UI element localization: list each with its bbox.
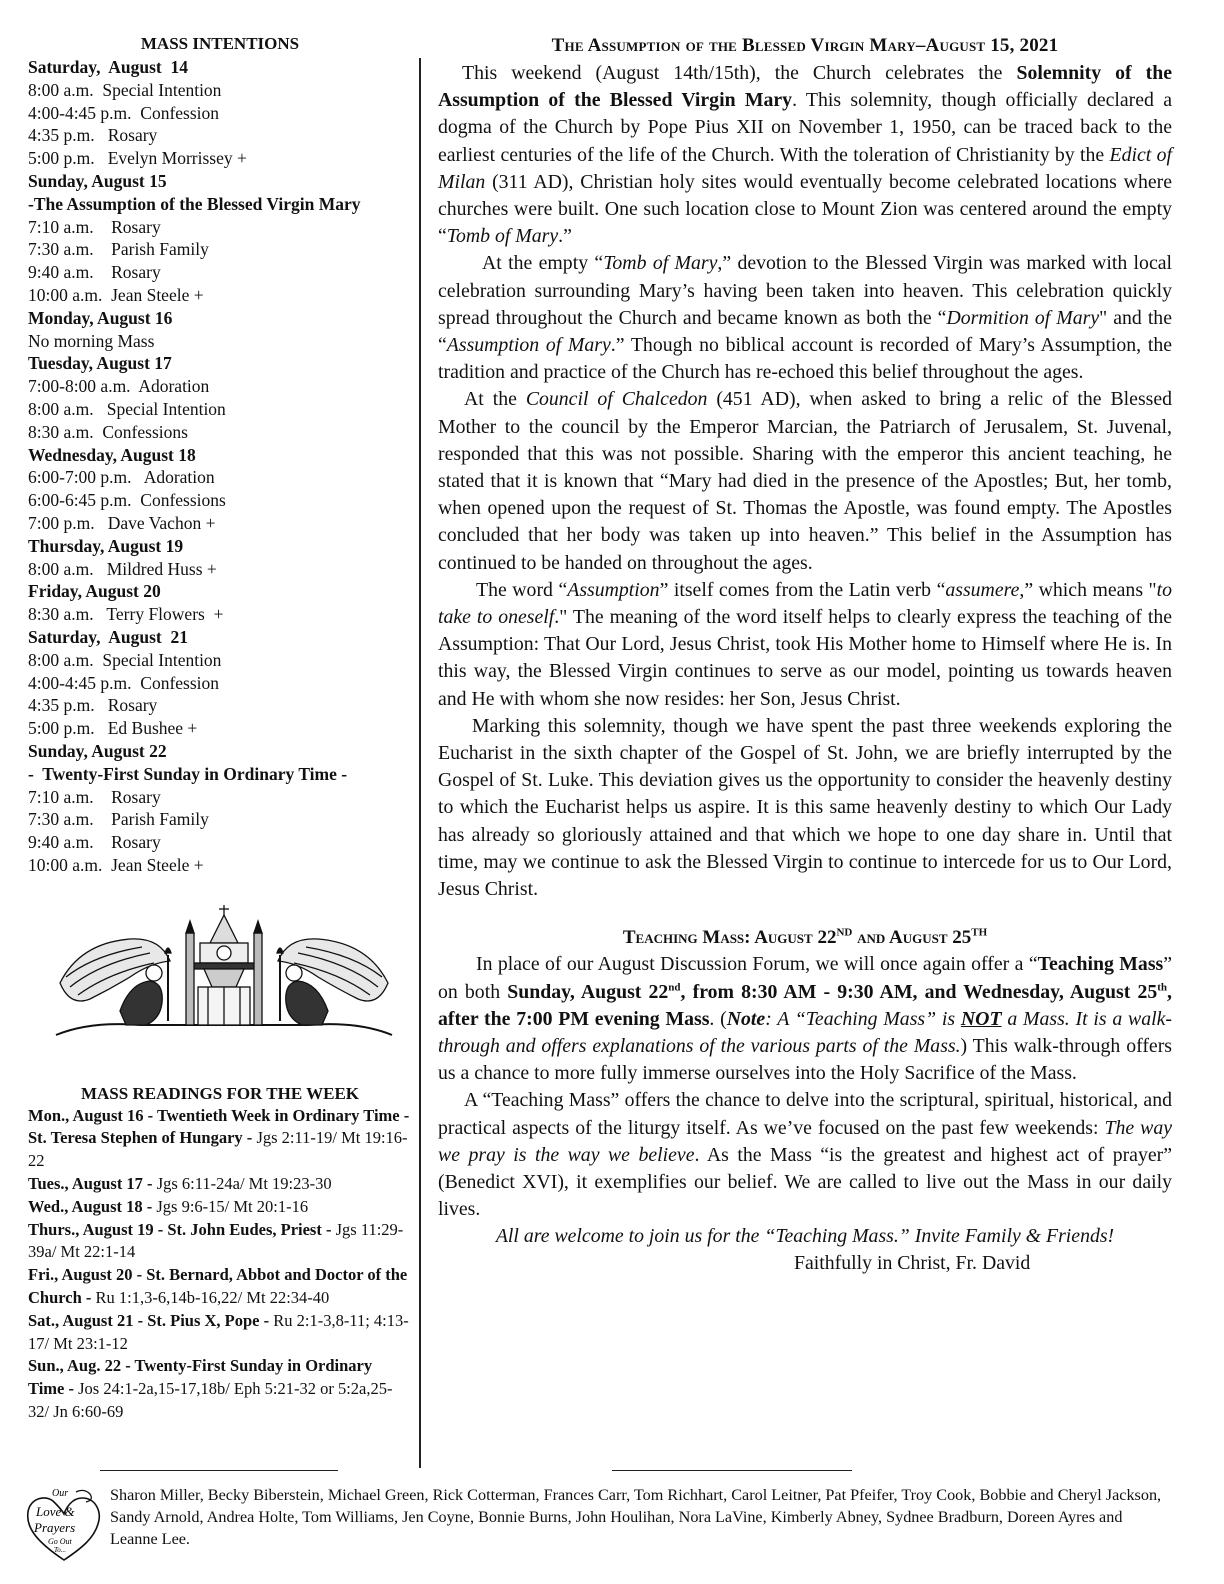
mass-time-entry: No morning Mass	[28, 330, 155, 351]
readings-heading: MASS READINGS FOR THE WEEK	[80, 1083, 360, 1103]
reading-entry: Tues., August 17 - Jgs 6:11-24a/ Mt 19:23-30	[28, 1174, 332, 1194]
reading-entry: Sun., Aug. 22 - Twenty-First Sunday in Ordinary Time - Jos 24:1-2a,15-17,18b/ Eph 5:21-32 or 5:2a,25-32/ Jn 6:60-69	[28, 1356, 393, 1422]
prayer-list-names: Sharon Miller, Becky Biberstein, Michael Green, Rick Cotterman, Frances Carr, Tom Richhart, Carol Leitner, Pat Pfeifer, Troy Cook, Bobbie and Cheryl Jackson, Sandy Arnold, Andrea Holte, Tom Williams, Jen Coyne, Bonnie Burns, John Houlihan, Nora LaVine, Kimberly Abney, Sydnee Bradburn, Doreen Ayres and Leanne Lee.	[110, 1486, 1162, 1548]
article-paragraph-2: At the empty “Tomb of Mary,” devotion to the Blessed Virgin was marked with local celebration surrounding Mary’s having been taken into heaven. This celebration quickly spread throughout the Church and became known as both the “Dormition of Mary" and the “Assumption of Mary.” Though no biblical account is recorded of Mary’s Assumption, the tradition and practice of the Church has re-echoed this belief throughout the ages.	[438, 252, 1172, 384]
mass-time-entry: 10:00 a.m. Jean Steele +	[28, 284, 204, 305]
mass-time-entry: 8:30 a.m. Confessions	[28, 421, 188, 442]
footer-rule-right	[612, 1470, 852, 1471]
right-angel	[277, 939, 388, 1025]
mass-day-heading: Sunday, August 15	[28, 170, 167, 191]
mass-time-entry: 6:00-6:45 p.m. Confessions	[28, 490, 226, 511]
teaching-paragraph-1: In place of our August Discussion Forum, we will once again offer a “Teaching Mass” on both Sunday, August 22nd, from 8:30 AM - 9:30 AM, and Wednesday, August 25th, after the 7:00 PM evening Mass. (Note: A “Teaching Mass” is NOT a Mass. It is a walk-through and offers explanations of the various parts of the Mass.) This walk-through offers us a chance to more fully immerse ourselves into the Holy Sacrifice of the Mass.	[438, 953, 1172, 1085]
reading-entry: Wed., August 18 - Jgs 9:6-15/ Mt 20:1-16	[28, 1196, 309, 1216]
mass-day-heading: Thursday, August 19	[28, 535, 184, 556]
monstrance-angels-illustration	[50, 903, 398, 1043]
mass-time-entry: 8:00 a.m. Special Intention	[28, 649, 222, 670]
article-paragraph-1: This weekend (August 14th/15th), the Church celebrates the Solemnity of the Assumption of the Blessed Virgin Mary. This solemnity, though officially declared a dogma of the Church by Pope Pius XII on November 1, 1950, can be traced back to the earliest centuries of the life of the Church. With the toleration of Christianity by the Edict of Milan (311 AD), Christian holy sites would eventually become celebrated locations where churches were built. One such location close to Mount Zion was centered around the empty “Tomb of Mary.”	[438, 62, 1173, 248]
mass-time-entry: 9:40 a.m. Rosary	[28, 832, 161, 853]
mass-time-entry: 9:40 a.m. Rosary	[28, 262, 161, 283]
mass-time-entry: 6:00-7:00 p.m. Adoration	[28, 467, 215, 488]
mass-day-heading: Saturday, August 21	[28, 626, 188, 647]
mass-time-entry: 4:35 p.m. Rosary	[28, 695, 158, 716]
closing-invitation: All are welcome to join us for the “Teaching Mass.” Invite Family & Friends!	[495, 1225, 1115, 1248]
mass-time-entry: 8:30 a.m. Terry Flowers +	[28, 604, 224, 625]
footer-rule-left	[100, 1470, 338, 1471]
mass-intentions-list	[28, 56, 412, 877]
mass-day-heading: Wednesday, August 18	[28, 444, 196, 465]
reading-entry: Fri., August 20 - St. Bernard, Abbot and Doctor of the Church - Ru 1:1,3-6,14b-16,22/ Mt 22:34-40	[28, 1265, 408, 1308]
teaching-mass-title: Teaching Mass: August 22ND and August 25TH	[622, 926, 988, 949]
mass-day-heading: -The Assumption of the Blessed Virgin Mary	[28, 193, 361, 214]
reading-entry: Thurs., August 19 - St. John Eudes, Priest - Jgs 11:29-39a/ Mt 22:1-14	[28, 1219, 404, 1262]
mass-time-entry: 7:10 a.m. Rosary	[28, 786, 161, 807]
mass-day-heading: Friday, August 20	[28, 581, 161, 602]
mass-time-entry: 10:00 a.m. Jean Steele +	[28, 854, 204, 875]
mass-time-entry: 7:30 a.m. Parish Family	[28, 239, 209, 260]
mass-time-entry: 4:00-4:45 p.m. Confession	[28, 672, 220, 693]
logo-text-goout: Go Out	[48, 1537, 72, 1546]
mass-time-entry: 7:00 p.m. Dave Vachon +	[28, 512, 216, 533]
altar-monstrance	[186, 905, 262, 1025]
logo-text-to: To...	[54, 1546, 67, 1554]
mass-time-entry: 7:30 a.m. Parish Family	[28, 809, 209, 830]
left-angel	[60, 939, 171, 1025]
mass-day-heading: Sunday, August 22	[28, 740, 167, 761]
mass-time-entry: 8:00 a.m. Mildred Huss +	[28, 558, 217, 579]
mass-time-entry: 4:35 p.m. Rosary	[28, 125, 158, 146]
mass-day-heading: Monday, August 16	[28, 307, 173, 328]
article-paragraph-5: Marking this solemnity, though we have spent the past three weekends exploring the Eucharist in the sixth chapter of the Gospel of St. John, we are briefly interrupted by the Gospel of St. Luke. This deviation gives us the opportunity to consider the heavenly destiny to which the Eucharist helps us aspire. It is this same heavenly destiny to which Our Lady has already so gloriously attained and that which we hope to one day share in. Until that time, may we continue to ask the Blessed Virgin to continue to intercede for us to Our Lord, Jesus Christ.	[438, 714, 1172, 901]
signature: Faithfully in Christ, Fr. David	[794, 1252, 1031, 1275]
mass-time-entry: 8:00 a.m. Special Intention	[28, 79, 222, 100]
right-column	[438, 32, 1172, 1277]
mass-time-entry: 7:00-8:00 a.m. Adoration	[28, 376, 210, 397]
article-title: The Assumption of the Blessed Virgin Mary–August 15, 2021	[551, 35, 1059, 56]
column-divider	[419, 58, 421, 1468]
mass-time-entry: 5:00 p.m. Evelyn Morrissey +	[28, 148, 247, 169]
mass-day-heading: - Twenty-First Sunday in Ordinary Time -	[28, 763, 348, 784]
reading-entry: Sat., August 21 - St. Pius X, Pope - Ru 2:1-3,8-11; 4:13-17/ Mt 23:1-12	[28, 1310, 409, 1353]
teaching-paragraph-2: A “Teaching Mass” offers the chance to delve into the scriptural, spiritual, historical, and practical aspects of the liturgy itself. As we’ve focused on the past few weekends: The way we pray is the way we believe. As the Mass “is the greatest and highest act of prayer” (Benedict XVI), it exemplifies our belief. We are called to live out the Mass in our daily lives.	[438, 1089, 1172, 1221]
mass-intentions-heading: MASS INTENTIONS	[140, 34, 300, 53]
love-prayers-heart-logo	[24, 1486, 104, 1566]
article-paragraph-4: The word “Assumption” itself comes from the Latin verb “assumere,” which means "to take to oneself." The meaning of the word itself helps to clearly express the teaching of the Assumption: That Our Lord, Jesus Christ, took His Mother home to Himself where He is. In this way, the Blessed Virgin continues to serve as our model, pointing us towards heaven and He with whom she now resides: her Son, Jesus Christ.	[438, 578, 1173, 710]
mass-time-entry: 8:00 a.m. Special Intention	[28, 398, 226, 419]
mass-day-heading: Tuesday, August 17	[28, 353, 172, 374]
mass-day-heading: Saturday, August 14	[28, 57, 188, 77]
mass-time-entry: 4:00-4:45 p.m. Confession	[28, 102, 220, 123]
reading-entry: Mon., August 16 - Twentieth Week in Ordinary Time - St. Teresa Stephen of Hungary - Jgs 2:11-19/ Mt 19:16-22	[28, 1105, 410, 1171]
mass-time-entry: 5:00 p.m. Ed Bushee +	[28, 718, 198, 739]
logo-text-love: Love &	[36, 1504, 75, 1519]
logo-text-prayers: Prayers	[34, 1520, 76, 1535]
left-column	[28, 32, 412, 1424]
mass-time-entry: 7:10 a.m. Rosary	[28, 216, 161, 237]
logo-text-our: Our	[52, 1488, 69, 1499]
readings-list	[28, 1105, 412, 1424]
article-paragraph-3: At the Council of Chalcedon (451 AD), when asked to bring a relic of the Blessed Mother to the council by the Emperor Marcian, the Patriarch of Jerusalem, St. Juvenal, responded that this was not possible. Sharing with the emperor this ancient teaching, he stated that it is known that “Mary had died in the presence of the Apostles; But, her tomb, when opened upon the request of St. Thomas the Apostle, was found empty. The Apostles concluded that her body was taken up into heaven.” This belief in the Assumption has continued to be handed on throughout the ages.	[438, 388, 1173, 574]
